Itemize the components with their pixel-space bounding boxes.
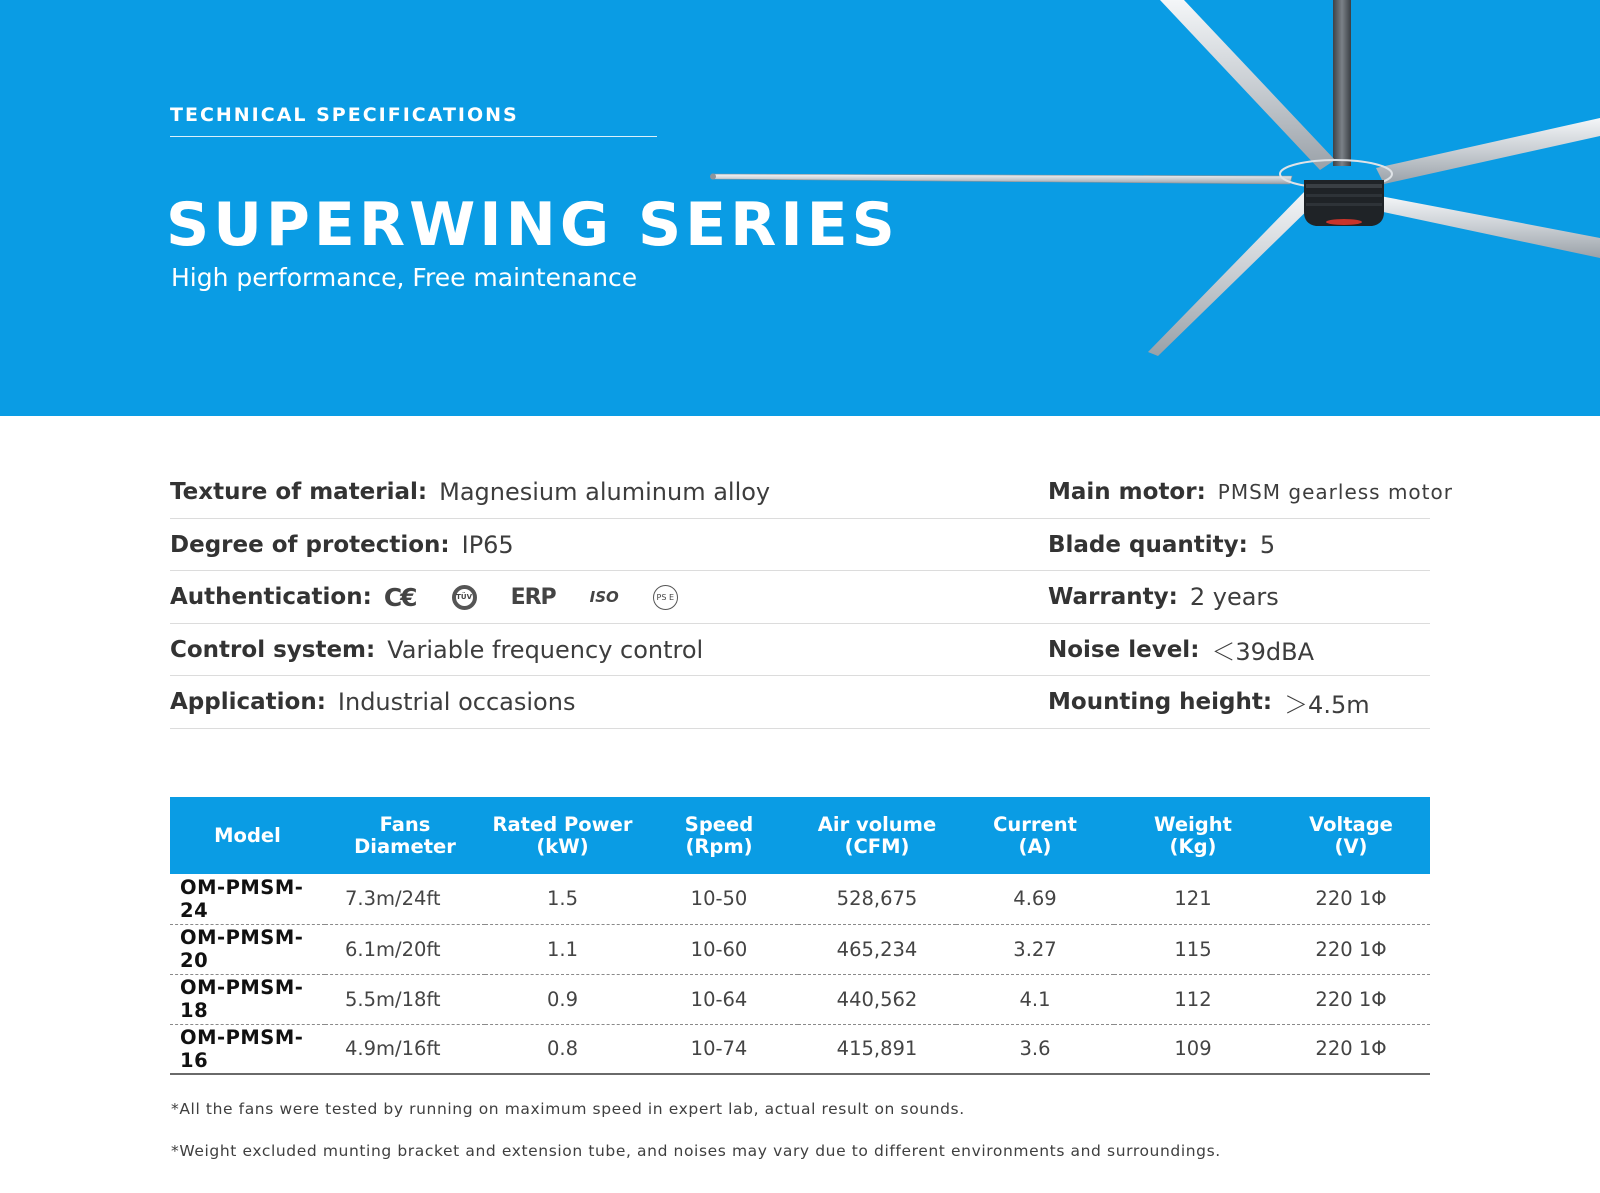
cell-air-volume: 465,234 [798,924,956,974]
footnote: *Weight excluded munting bracket and extension tube, and noises may vary due to different environments and surroundings. [171,1142,1221,1160]
spec-control-system [170,624,703,676]
cell-current: 3.27 [956,924,1114,974]
cell-voltage: 220 1Φ [1272,974,1430,1024]
cell-voltage: 220 1Φ [1272,1024,1430,1074]
cell-voltage: 220 1Φ [1272,924,1430,974]
spec-label: Degree of protection: [170,531,450,558]
spec-row [170,624,1430,677]
column-header-power: Rated Power (kW) [492,812,633,858]
cell-voltage: 220 1Φ [1272,874,1430,924]
column-header-weight: Weight (Kg) [1154,812,1232,858]
iso-mark-icon: ISO [589,588,619,606]
column-header-current: Current (A) [993,812,1077,858]
cell-weight: 115 [1114,924,1272,974]
spec-label: Application: [170,689,326,715]
spec-row [170,519,1430,572]
spec-material [170,466,770,518]
erp-mark-icon: ERP [510,584,556,610]
cell-model: OM-PMSM-20 [170,924,325,974]
column-header-diameter: Fans Diameter [354,812,456,858]
column-header-air-volume: Air volume (CFM) [817,812,937,858]
table-row [170,974,1430,1024]
column-header-voltage: Voltage (V) [1309,812,1393,858]
tuv-mark-icon: TÜV [452,585,477,610]
cell-diameter: 5.5m/18ft [325,974,485,1024]
table-row [170,924,1430,974]
spec-row [170,571,1430,624]
hero-banner [0,0,1600,416]
cell-speed: 10-74 [640,1024,798,1074]
ce-mark-icon: C€ [383,582,416,612]
cell-power: 1.1 [485,924,640,974]
table-row [170,1024,1430,1074]
cell-weight: 109 [1114,1024,1272,1074]
fan-blade-top-left [1160,0,1335,170]
spec-mounting-height [1048,676,1370,728]
cell-weight: 121 [1114,874,1272,924]
spec-application [170,676,575,728]
spec-blade-quantity [1048,519,1275,571]
fan-down-rod [1333,0,1351,166]
table-header-row [170,797,1430,874]
spec-noise-level [1048,624,1314,676]
spec-protection [170,519,514,571]
column-header-model: Model [214,823,281,847]
spec-value: Magnesium aluminum alloy [439,478,771,506]
spec-warranty [1048,571,1279,623]
table-row [170,874,1430,924]
cell-power: 0.9 [485,974,640,1024]
spec-label: Texture of material: [170,479,428,505]
spec-value: 5 [1259,530,1276,559]
spec-row [170,676,1430,729]
cell-speed: 10-60 [640,924,798,974]
spec-label: Blade quantity: [1048,531,1248,558]
spec-value: PMSM gearless motor [1217,480,1453,504]
spec-list [170,466,1453,729]
cell-diameter: 7.3m/24ft [325,874,485,924]
cell-air-volume: 440,562 [798,974,956,1024]
spec-label: Authentication: [170,584,372,610]
spec-value: Industrial occasions [337,688,576,716]
spec-value: ＞4.5m [1284,690,1370,719]
eyebrow-divider [170,136,657,137]
footnote: *All the fans were tested by running on maximum speed in expert lab, actual result on sounds. [171,1100,965,1118]
cell-diameter: 4.9m/16ft [325,1024,485,1074]
spec-value: Variable frequency control [387,635,704,664]
spec-value: 2 years [1189,583,1279,611]
certification-icons [384,583,712,612]
cell-model: OM-PMSM-16 [170,1024,325,1074]
spec-label: Warranty: [1048,584,1178,610]
fan-blade-right-lower [1374,196,1600,258]
cell-speed: 10-50 [640,874,798,924]
spec-label: Mounting height: [1048,689,1273,715]
spec-label: Main motor: [1048,479,1206,505]
cell-model: OM-PMSM-24 [170,874,325,924]
cell-speed: 10-64 [640,974,798,1024]
fan-blade-right-upper [1376,118,1600,184]
cell-diameter: 6.1m/20ft [325,924,485,974]
cell-current: 4.69 [956,874,1114,924]
spec-label: Control system: [170,636,376,663]
spec-main-motor [1048,466,1453,518]
spec-authentication [170,571,712,623]
model-spec-table [170,797,1430,1075]
page-title: SUPERWING SERIES [166,190,899,260]
spec-row [170,466,1453,519]
cell-current: 4.1 [956,974,1114,1024]
cell-power: 0.8 [485,1024,640,1074]
fan-blade-bottom-left [1148,190,1320,356]
pse-mark-icon: PS E [653,585,678,610]
cell-model: OM-PMSM-18 [170,974,325,1024]
spec-label: Noise level: [1048,636,1200,663]
cell-weight: 112 [1114,974,1272,1024]
spec-value: ＜39dBA [1211,638,1315,666]
cell-air-volume: 528,675 [798,874,956,924]
column-header-speed: Speed (Rpm) [684,812,754,858]
section-eyebrow: TECHNICAL SPECIFICATIONS [170,104,519,126]
cell-air-volume: 415,891 [798,1024,956,1074]
cell-current: 3.6 [956,1024,1114,1074]
fan-blade-left [712,174,1292,184]
page-subtitle: High performance, Free maintenance [171,263,638,292]
cell-power: 1.5 [485,874,640,924]
spec-value: IP65 [461,530,514,559]
